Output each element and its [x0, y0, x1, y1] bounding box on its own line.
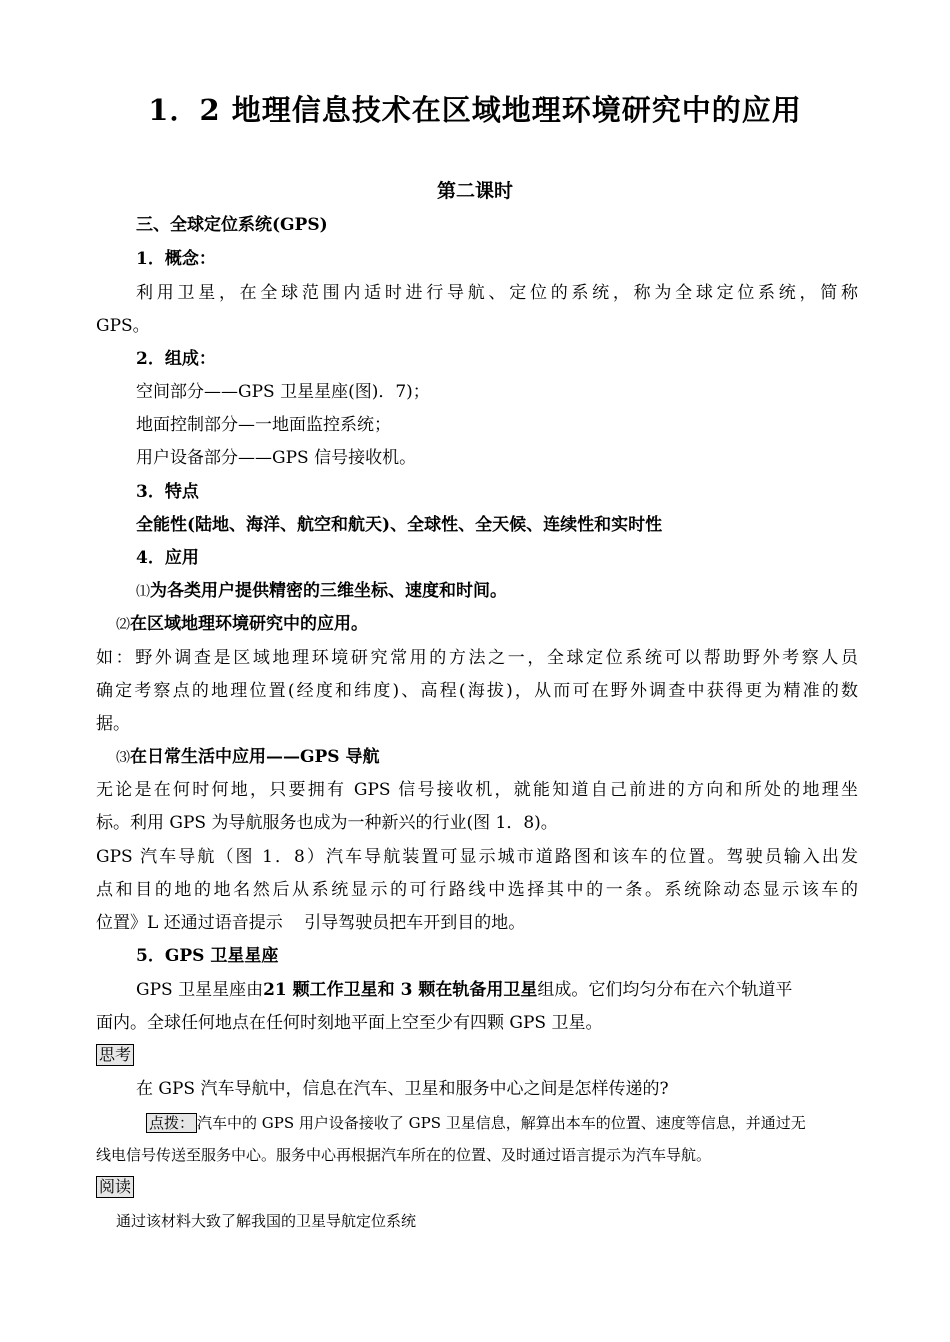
- item-text: 为各类用户提供精密的三维坐标、速度和时间。: [150, 581, 507, 601]
- read-label: 阅读: [96, 1176, 134, 1198]
- think-label: 思考: [96, 1044, 134, 1066]
- heading-composition: 2．组成：: [136, 349, 216, 369]
- think-question: 在 GPS 汽车导航中，信息在汽车、卫星和服务中心之间是怎样传递的?: [136, 1079, 669, 1099]
- read-text: 通过该材料大致了解我国的卫星导航定位系统: [116, 1212, 417, 1230]
- heading-constellation: 5．GPS 卫星星座: [136, 946, 279, 966]
- item-text: 在区域地理环境研究中的应用。: [130, 614, 368, 634]
- item-number: ⑴: [136, 584, 150, 600]
- navigation-line-4: 点和目的地的地名然后从系统显示的可行路线中选择其中的一条。系统除动态显示该车的: [96, 880, 858, 900]
- composition-space: 空间部分——GPS 卫星星座(图)．7)；: [136, 382, 430, 402]
- hint-line-1: [146, 1111, 806, 1135]
- section-heading-gps: 三、全球定位系统(GPS): [136, 215, 328, 235]
- features-text: 全能性(陆地、海洋、航空和航天)、全球性、全天候、连续性和实时性: [136, 515, 663, 535]
- navigation-line-3: GPS 汽车导航（图 1．8）汽车导航装置可显示城市道路图和该车的位置。驾驶员输入出发: [96, 847, 858, 867]
- regional-line-2: 确定考察点的地理位置(经度和纬度)、高程(海拔)，从而可在野外调查中获得更为精准的数: [96, 681, 858, 701]
- constellation-line-1: [136, 978, 858, 1002]
- item-number: ⑵: [116, 617, 130, 633]
- concept-line-1: 利用卫星，在全球范围内适时进行导航、定位的系统，称为全球定位系统，简称: [136, 283, 858, 303]
- hint-line-2: 线电信号传送至服务中心。服务中心再根据汽车所在的位置、及时通过语言提示为汽车导航。: [96, 1146, 712, 1164]
- item-number: ⑶: [116, 750, 130, 766]
- heading-features: 3．特点: [136, 482, 199, 502]
- item-text: 在日常生活中应用——GPS 导航: [130, 747, 380, 767]
- constellation-text-c: 组成。它们均匀分布在六个轨道平: [537, 980, 793, 1000]
- application-item-3: [116, 745, 380, 770]
- page-title: 1．2 地理信息技术在区域地理环境研究中的应用: [148, 93, 802, 127]
- regional-line-3: 据。: [96, 714, 130, 734]
- hint-label: 点拨：: [146, 1113, 197, 1133]
- regional-line-1: 如：野外调查是区域地理环境研究常用的方法之一，全球定位系统可以帮助野外考察人员: [96, 648, 858, 668]
- application-item-1: [136, 579, 507, 604]
- navigation-line-2: 标。利用 GPS 为导航服务也成为一种新兴的行业(图 1．8)。: [96, 813, 558, 833]
- composition-user: 用户设备部分——GPS 信号接收机。: [136, 448, 417, 468]
- lesson-subtitle: 第二课时: [436, 180, 513, 202]
- constellation-line-2: 面内。全球任何地点在任何时刻地平面上空至少有四颗 GPS 卫星。: [96, 1013, 603, 1033]
- navigation-line-1: 无论是在何时何地，只要拥有 GPS 信号接收机，就能知道自己前进的方向和所处的地理坐: [96, 780, 858, 800]
- composition-ground: 地面控制部分—一地面监控系统；: [136, 415, 391, 435]
- heading-applications: 4．应用: [136, 548, 199, 568]
- constellation-text-bold: 21 颗工作卫星和 3 颗在轨备用卫星: [263, 980, 538, 1000]
- application-item-2: [116, 612, 368, 637]
- navigation-line-5: 位置》L 还通过语音提示 引导驾驶员把车开到目的地。: [96, 913, 526, 933]
- concept-line-2: GPS。: [96, 316, 150, 336]
- heading-concept: 1．概念：: [136, 249, 216, 269]
- constellation-text-a: GPS 卫星星座由: [136, 980, 264, 1000]
- hint-text-1: 汽车中的 GPS 用户设备接收了 GPS 卫星信息，解算出本车的位置、速度等信息，并通过无: [197, 1114, 806, 1132]
